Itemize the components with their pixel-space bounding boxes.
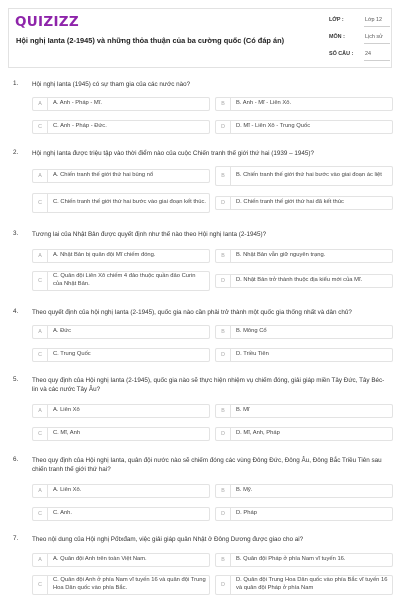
option-letter: B <box>216 98 231 110</box>
option-text: D. Pháp <box>236 510 257 517</box>
option-letter: C <box>33 576 48 594</box>
question-text: Theo quy định của Hội nghị Ianta (2-1945), quốc gia nào sẽ thực hiện nhiệm vụ chiếm đóng, giải giáp miền Tây Đức, Tây Béc-lin và các nước Tây Âu? <box>32 377 385 394</box>
option-letter: B <box>216 405 231 417</box>
option-text: B. Mĩ <box>236 407 250 414</box>
info-value: Lớp 12 <box>365 17 383 23</box>
option-text: A. Nhật Bản bị quân đội Mĩ chiếm đóng. <box>53 252 156 259</box>
answer-option-c[interactable] <box>32 193 210 213</box>
question-text: Theo quyết định của hội nghị Ianta (2-1945), quốc gia nào cần phải trở thành một quốc gia thống nhất và dân chủ? <box>32 309 352 316</box>
answer-option-c[interactable] <box>32 120 210 134</box>
answer-option-d[interactable] <box>215 427 393 441</box>
info-underline <box>364 43 390 44</box>
info-underline <box>364 60 390 61</box>
option-text: B. Quân đội Pháp ở phía Nam vĩ tuyến 16. <box>236 556 346 563</box>
worksheet-header <box>8 8 392 68</box>
option-text: D. Mĩ, Anh, Pháp <box>236 430 280 437</box>
option-text: A. Quân đội Anh trên toàn Việt Nam. <box>53 556 147 563</box>
info-value: 24 <box>365 51 371 57</box>
option-letter: C <box>33 121 48 133</box>
option-letter: C <box>33 272 48 290</box>
worksheet-info <box>329 9 393 69</box>
answer-option-d[interactable] <box>215 120 393 134</box>
answer-option-a[interactable] <box>32 249 210 263</box>
option-text: D. Mĩ - Liên Xô - Trung Quốc <box>236 123 311 130</box>
option-text: B. Chiến tranh thế giới thứ hai bước vào giai đoạn ác liệt <box>236 172 382 179</box>
option-letter: C <box>33 428 48 440</box>
option-text: B. Mông Cổ <box>236 328 267 335</box>
question-text: Theo nội dung của Hội nghị Pốtxđam, việc giải giáp quân Nhật ở Đông Dương được giao cho ai? <box>32 536 304 543</box>
option-text: A. Liên Xô <box>53 407 80 414</box>
answer-option-a[interactable] <box>32 484 210 498</box>
answer-option-b[interactable] <box>215 484 393 498</box>
answer-option-b[interactable] <box>215 404 393 418</box>
answer-option-c[interactable] <box>32 575 210 595</box>
answer-option-c[interactable] <box>32 271 210 291</box>
info-row-subject <box>329 28 393 44</box>
question-text: Hội nghị Ianta được triệu tập vào thời điểm nào của cuộc Chiến tranh thế giới thứ hai (1939 – 1945)? <box>32 150 314 157</box>
question-text: Theo quy định của Hội nghị Ianta, quân đội nước nào sẽ chiếm đóng các vùng Đông Đức, Đông Âu, Đông Bắc Triều Tiên sau chiến tranh thế giới thứ hai? <box>32 457 382 474</box>
question-number: 4. <box>13 308 19 315</box>
answer-option-c[interactable] <box>32 507 210 521</box>
option-letter: A <box>33 250 48 262</box>
answer-option-c[interactable] <box>32 427 210 441</box>
answer-option-c[interactable] <box>32 348 210 362</box>
option-letter: C <box>33 508 48 520</box>
answer-option-d[interactable] <box>215 274 393 288</box>
option-text: B. Mỹ. <box>236 487 253 494</box>
answer-option-a[interactable] <box>32 97 210 111</box>
option-letter: C <box>33 194 48 212</box>
option-letter: D <box>216 428 231 440</box>
answer-option-d[interactable] <box>215 196 393 210</box>
option-letter: B <box>216 167 231 185</box>
question-number: 2. <box>13 149 19 156</box>
option-letter: A <box>33 326 48 338</box>
option-letter: B <box>216 485 231 497</box>
option-text: C. Trung Quốc <box>53 351 91 358</box>
info-row-class <box>329 11 393 27</box>
option-letter: A <box>33 485 48 497</box>
option-letter: A <box>33 554 48 566</box>
option-letter: B <box>216 250 231 262</box>
option-text: D. Nhật Bản trở thành thuộc địa kiểu mới của Mĩ. <box>236 277 363 284</box>
answer-option-a[interactable] <box>32 404 210 418</box>
option-letter: C <box>33 349 48 361</box>
answer-option-b[interactable] <box>215 325 393 339</box>
option-text: A. Liên Xô. <box>53 487 82 494</box>
option-text: C. Mĩ, Anh <box>53 430 81 437</box>
question-number: 6. <box>13 456 19 463</box>
question-number: 1. <box>13 80 19 87</box>
option-letter: A <box>33 98 48 110</box>
question-number: 3. <box>13 230 19 237</box>
option-letter: D <box>216 349 231 361</box>
option-letter: A <box>33 170 48 182</box>
option-letter: D <box>216 275 231 287</box>
info-value: Lịch sử <box>365 34 383 40</box>
option-text: A. Đức <box>53 328 72 335</box>
option-text: A. Anh - Pháp - Mĩ. <box>53 100 102 107</box>
answer-option-a[interactable] <box>32 169 210 183</box>
answer-option-d[interactable] <box>215 575 393 595</box>
answer-option-a[interactable] <box>32 325 210 339</box>
answer-option-b[interactable] <box>215 553 393 567</box>
question-text: Hội nghị Ianta (1945) có sự tham gia của các nước nào? <box>32 81 191 88</box>
answer-option-b[interactable] <box>215 249 393 263</box>
answer-option-b[interactable] <box>215 97 393 111</box>
option-letter: D <box>216 121 231 133</box>
option-text: C. Quân đội Liên Xô chiếm 4 đảo thuộc quần đảo Curin của Nhật Bản. <box>53 273 196 287</box>
option-letter: D <box>216 197 231 209</box>
answer-option-a[interactable] <box>32 553 210 567</box>
worksheet-title: Hội nghị Ianta (2-1945) và những thỏa thuận của ba cường quốc (Có đáp án) <box>16 36 285 45</box>
info-label: MÔN : <box>329 34 345 40</box>
option-text: B. Anh - Mĩ - Liên Xô. <box>236 100 292 107</box>
option-text: C. Quân đội Anh ở phía Nam vĩ tuyến 16 và quân đội Trung Hoa Dân quốc vào phía Bắc. <box>53 577 206 591</box>
info-label: LỚP : <box>329 17 344 23</box>
question-text: Tương lai của Nhật Bản được quyết định như thế nào theo Hội nghị Ianta (2-1945)? <box>32 231 267 238</box>
question-number: 5. <box>13 376 19 383</box>
option-text: A. Chiến tranh thế giới thứ hai bùng nổ <box>53 172 154 179</box>
option-letter: B <box>216 326 231 338</box>
question-number: 7. <box>13 535 19 542</box>
option-letter: D <box>216 508 231 520</box>
option-letter: B <box>216 554 231 566</box>
option-text: C. Anh. <box>53 510 73 517</box>
info-underline <box>364 26 390 27</box>
option-text: D. Triều Tiên <box>236 351 269 358</box>
option-text: D. Chiến tranh thế giới thứ hai đã kết thúc <box>236 199 344 206</box>
answer-option-d[interactable] <box>215 348 393 362</box>
info-label: SỐ CÂU : <box>329 51 354 57</box>
answer-option-d[interactable] <box>215 507 393 521</box>
quizizz-logo: QUIZIZZ <box>15 14 79 30</box>
option-text: B. Nhật Bản vẫn giữ nguyên trạng. <box>236 252 326 259</box>
info-row-question-count <box>329 45 393 61</box>
option-text: C. Chiến tranh thế giới thứ hai bước vào giai đoạn kết thúc. <box>53 199 206 206</box>
option-letter: A <box>33 405 48 417</box>
option-text: D. Quân đội Trung Hoa Dân quốc vào phía Bắc vĩ tuyến 16 và quân đội Pháp ở phía Nam <box>236 577 388 591</box>
option-text: C. Anh - Pháp - Đức. <box>53 123 107 130</box>
answer-option-b[interactable] <box>215 166 393 186</box>
option-letter: D <box>216 576 231 594</box>
